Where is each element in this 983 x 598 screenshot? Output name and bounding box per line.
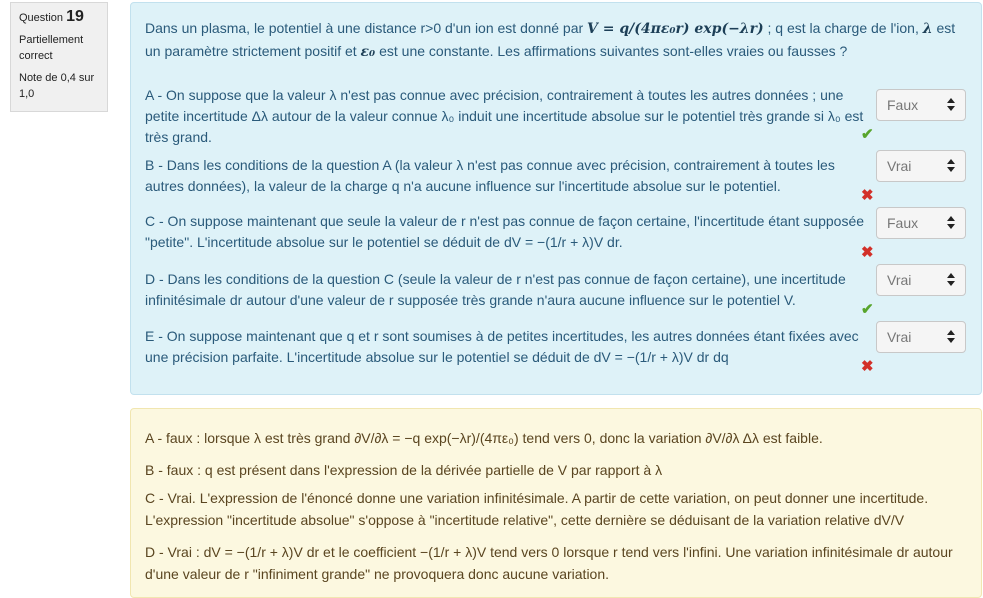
question-state: Partiellement correct — [19, 34, 84, 62]
question-panel — [130, 2, 982, 395]
feedback-c: C - Vrai. L'expression de l'énoncé donne une variation infinitésimale. A partir de cette variation, on peut donner une incertitude. L'expression "incertitude absolue" s'oppose à "incertitude relative", cette dernière se déduisant de la variation relative dV/V — [145, 490, 929, 528]
cross-icon: ✖ — [861, 187, 874, 204]
statement-c: C - On suppose maintenant que seule la valeur de r n'est pas connue de façon certaine, l'incertitude étant supposée "petite". L'incertitude absolue sur le potentiel se déduit de dV = −(1/r + λ)V dr. — [145, 213, 865, 250]
statement-d: D - Dans les conditions de la question C (seule la valeur de r n'est pas connue de façon certaine), une incertitude infinitésimale dr autour d'une valeur de r supposée très grande n'aura aucune influence sur le potentiel V. — [145, 271, 846, 308]
statement-e: E - On suppose maintenant que q et r sont soumises à de petites incertitudes, les autres données étant fixées avec une précision parfaite. L'incertitude absolue sur le potentiel se déduit de dV = −(1/r + λ)V dr dq — [145, 328, 859, 365]
checkmark-icon: ✔ — [861, 126, 874, 143]
feedback-a: A - faux : lorsque λ est très grand ∂V/∂λ = −q exp(−λr)/(4πε₀) tend vers 0, donc la variation ∂V/∂λ Δλ est faible. — [145, 430, 823, 446]
chevron-updown-icon — [947, 330, 955, 344]
question-number: Question 19 — [19, 8, 84, 25]
cross-icon: ✖ — [861, 244, 874, 261]
cross-icon: ✖ — [861, 358, 874, 375]
feedback-d: D - Vrai : dV = −(1/r + λ)V dr et le coefficient −(1/r + λ)V tend vers 0 lorsque r tend vers l'infini. Une variation infinitésimale dr autour d'une valeur de r "infiniment grande" ne provoquera donc aucune variation. — [145, 544, 953, 582]
question-info — [10, 2, 108, 112]
chevron-updown-icon — [947, 98, 955, 112]
chevron-updown-icon — [947, 273, 955, 287]
chevron-updown-icon — [947, 159, 955, 173]
feedback-b: B - faux : q est présent dans l'expression de la dérivée partielle de V par rapport à λ — [145, 462, 663, 478]
answer-select-c[interactable]: Faux — [876, 207, 966, 239]
general-feedback — [130, 408, 982, 598]
checkmark-icon: ✔ — [861, 301, 874, 318]
potential-formula: V = q/(4πε₀r) exp(−λr) — [587, 21, 764, 37]
answer-select-a[interactable]: Faux — [876, 89, 966, 121]
answer-select-b[interactable]: Vrai — [876, 150, 966, 182]
answer-select-e[interactable]: Vrai — [876, 321, 966, 353]
question-intro: Dans un plasma, le potentiel à une distance r>0 d'un ion est donné par V = q/(4πε₀r) exp(−λr) ; q est la charge de l'ion, λ est un paramètre strictement positif et ε₀ est une constante. Les affirmations suivantes sont-elles vraies ou fausses ? — [145, 20, 956, 60]
question-grade: Note de 0,4 sur 1,0 — [19, 72, 95, 100]
answer-select-d[interactable]: Vrai — [876, 264, 966, 296]
chevron-updown-icon — [947, 216, 955, 230]
statement-b: B - Dans les conditions de la question A (la valeur λ n'est pas connue avec précision, contrairement à toutes les autres données), la valeur de la charge q n'a aucune influence sur l'incertitude absolue sur le potentiel. — [145, 157, 835, 194]
statement-a: A - On suppose que la valeur λ n'est pas connue avec précision, contrairement à toutes les autres données ; une petite incertitude Δλ autour de la valeur connue λ₀ induit une incertitude absolue sur le potentiel très grande si λ₀ est très grand. — [145, 87, 864, 145]
